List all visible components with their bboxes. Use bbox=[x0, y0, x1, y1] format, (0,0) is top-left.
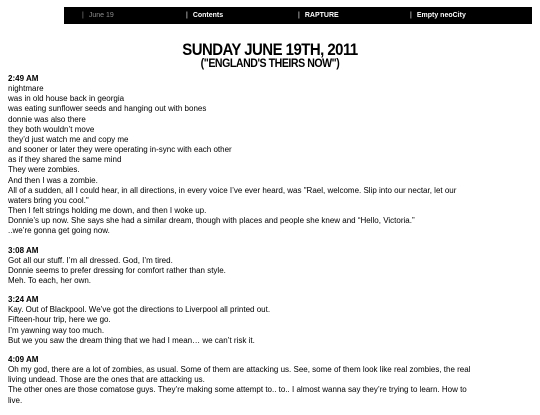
journal-entry bbox=[8, 246, 534, 287]
entry-line: The other ones are those comatose guys. They’re making some attempt to.. to.. I almost wanna say they’re trying to learn. How to bbox=[8, 385, 467, 395]
post-title: SUNDAY JUNE 19TH, 2011 bbox=[182, 40, 358, 59]
entry-line: They were zombies. bbox=[8, 165, 80, 175]
nav-item-label: RAPTURE bbox=[304, 12, 339, 19]
journal-entry bbox=[8, 355, 534, 406]
nav-item-contents[interactable] bbox=[186, 7, 223, 24]
entry-line: Fifteen-hour trip, here we go. bbox=[8, 315, 111, 325]
entry-line: Meh. To each, her own. bbox=[8, 275, 92, 285]
entry-time: 4:09 AM bbox=[8, 354, 39, 364]
nav-separator: | bbox=[410, 12, 412, 19]
entry-line: was eating sunflower seeds and hanging out with bones bbox=[8, 104, 207, 114]
entry-line: ..we’re gonna get going now. bbox=[8, 226, 110, 236]
entry-line: Oh my god, there are a lot of zombies, as usual. Some of them are attacking us. See, some of them look like real zombies, the real bbox=[8, 365, 471, 375]
entry-line: Donnie’s up now. She says she had a similar dream, though with places and people she knew and “Hello, Victoria.” bbox=[8, 216, 415, 226]
entry-line: waters bring you cool." bbox=[8, 195, 89, 205]
entry-line: Kay. Out of Blackpool. We’ve got the directions to Liverpool all printed out. bbox=[8, 305, 271, 315]
entry-line: Donnie seems to prefer dressing for comfort rather than style. bbox=[8, 265, 226, 275]
entry-line: living undead. Those are the ones that are attacking us. bbox=[8, 375, 205, 385]
entry-line: donnie was also there bbox=[8, 114, 86, 124]
nav-item-june-19[interactable] bbox=[82, 7, 114, 24]
post-heading bbox=[0, 42, 540, 69]
entry-line: Got all our stuff. I’m all dressed. God, I’m tired. bbox=[8, 255, 173, 265]
entry-time: 3:08 AM bbox=[8, 245, 39, 255]
nav-separator: | bbox=[186, 12, 188, 19]
entry-line: Then I felt strings holding me down, and then I woke up. bbox=[8, 206, 207, 216]
entry-line: I’m yawning way too much. bbox=[8, 325, 105, 335]
entry-line: they’d just watch me and copy me bbox=[8, 134, 129, 144]
entry-line: All of a sudden, all I could hear, in all directions, in every voice I’ve ever heard, was "Rael, welcome. Slip into our nectar, let our bbox=[8, 185, 457, 195]
entry-time: 2:49 AM bbox=[8, 74, 39, 83]
nav-item-rapture[interactable] bbox=[298, 7, 339, 24]
entry-line: But we you saw the dream thing that we had I mean… we can’t risk it. bbox=[8, 335, 255, 345]
post-body bbox=[8, 74, 534, 415]
top-nav-bar bbox=[64, 7, 532, 24]
nav-separator: | bbox=[82, 12, 84, 19]
journal-entry bbox=[8, 74, 534, 237]
entry-line: nightmare bbox=[8, 84, 44, 94]
entry-line: And then I was a zombie. bbox=[8, 175, 98, 185]
entry-line: as if they shared the same mind bbox=[8, 155, 122, 165]
nav-item-label: Contents bbox=[192, 12, 224, 19]
entry-line: live. bbox=[8, 395, 23, 405]
nav-separator: | bbox=[298, 12, 300, 19]
entry-time: 3:24 AM bbox=[8, 295, 39, 305]
post-subtitle: ("ENGLAND'S THEIRS NOW") bbox=[200, 56, 340, 70]
nav-item-label: Empty neoCity bbox=[416, 12, 466, 19]
entry-line: and sooner or later they were operating in-sync with each other bbox=[8, 145, 232, 155]
entry-line: was in old house back in georgia bbox=[8, 94, 125, 104]
nav-item-empty-neocity[interactable] bbox=[410, 7, 466, 24]
journal-entry bbox=[8, 295, 534, 346]
entry-line: they both wouldn’t move bbox=[8, 124, 95, 134]
nav-item-label: June 19 bbox=[88, 12, 114, 19]
